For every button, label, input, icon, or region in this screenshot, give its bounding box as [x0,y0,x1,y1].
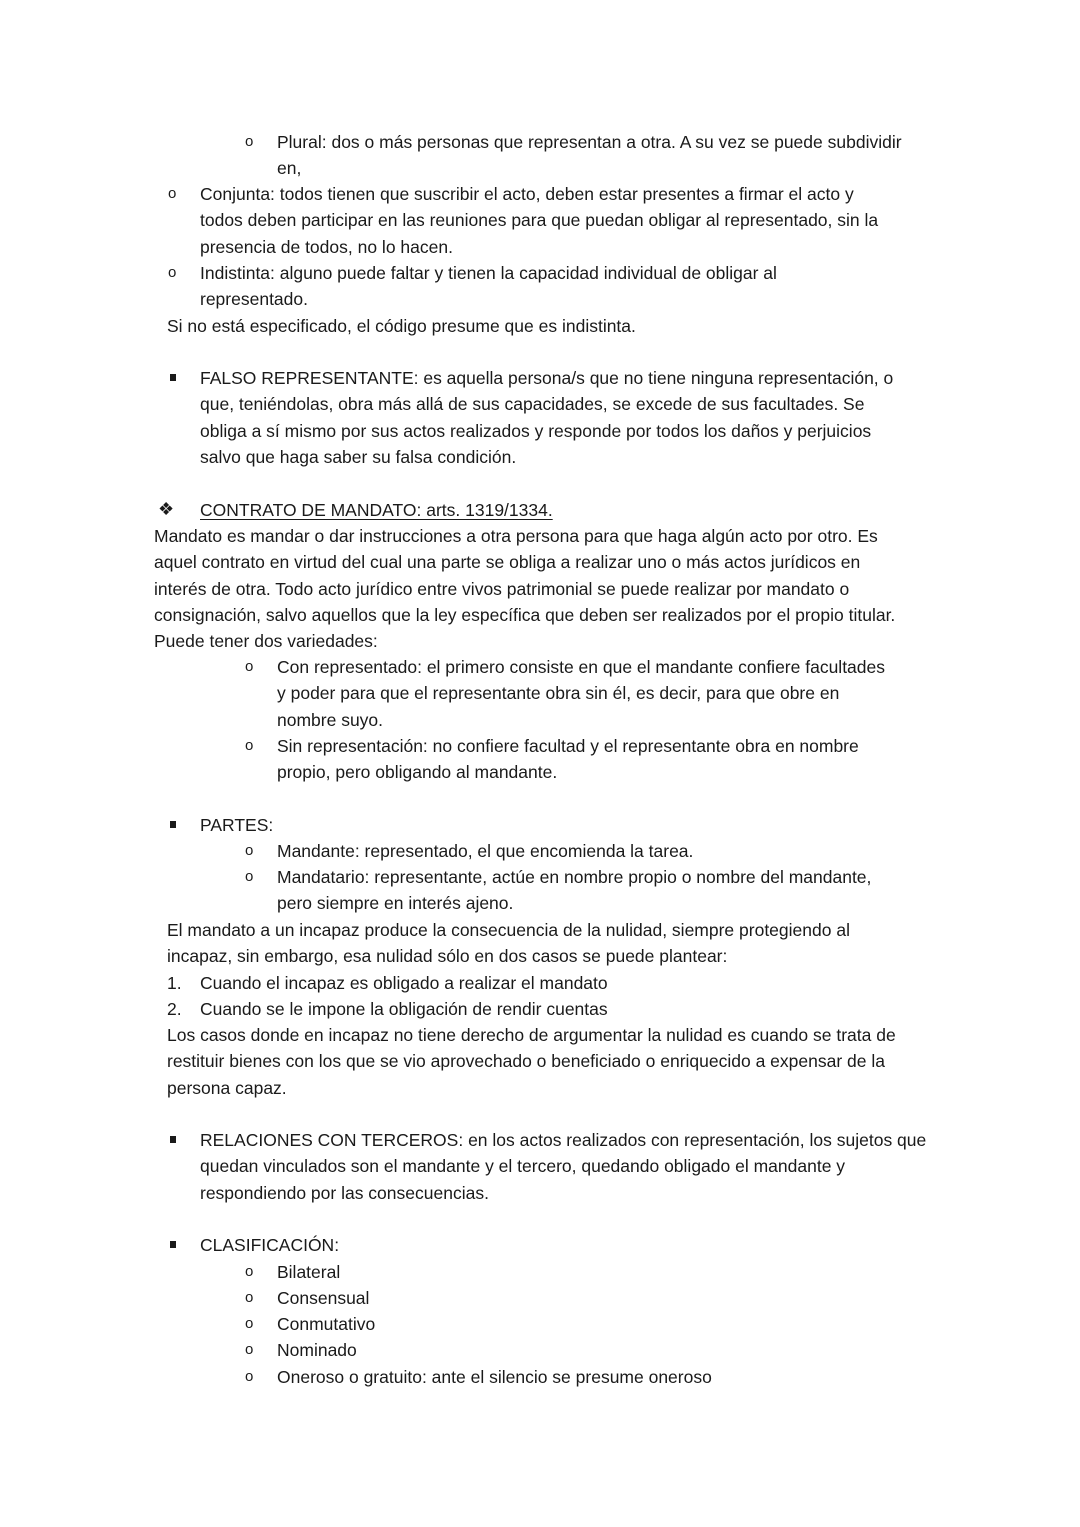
list-number: 2. [167,999,182,1019]
circle-bullet-icon: o [245,133,254,150]
contrato-heading: CONTRATO DE MANDATO: arts. 1319/1334. [200,500,553,520]
mandato-paragraph: Mandato es mandar o dar instrucciones a otra persona para que haga algún acto por otro. Es aquel contrato en virtud del cual una parte se obliga a realizar uno o más actos jurídicos en interés de otra. Todo acto jurídico entre vivos patrimonial se puede realizar por mandato o consignación, salvo aquellos que la ley específica que deben ser realizados por el propio titular. Puede tener dos variedades: [154,526,896,652]
square-bullet-icon [170,1241,176,1248]
clasificacion-item: Conmutativo [277,1314,376,1334]
circle-bullet-icon: o [168,185,177,202]
square-bullet-icon [170,1136,176,1143]
diamond-bullet-icon: ❖ [158,499,175,519]
clasificacion-item: Oneroso o gratuito: ante el silencio se presume oneroso [277,1367,712,1387]
relaciones-item: RELACIONES CON TERCEROS: en los actos realizados con representación, los sujetos que quedan vinculados son el mandante y el tercero, quedando obligado el mandante y respondiendo por las consecuencias. [200,1130,927,1203]
con-representado-item: Con representado: el primero consiste en que el mandante confiere facultades y poder para que el representante obra sin él, es decir, para que obre en nombre suyo. [277,657,886,730]
circle-bullet-icon: o [245,737,254,754]
numbered-item: Cuando el incapaz es obligado a realizar el mandato [200,973,608,993]
mandante-item: Mandante: representado, el que encomienda la tarea. [277,841,694,861]
circle-bullet-icon: o [245,1263,254,1280]
presume-note: Si no está especificado, el código presume que es indistinta. [167,316,636,336]
sin-representacion-item: Sin representación: no confiere facultad y el representante obra en nombre propio, pero obligando al mandante. [277,736,859,783]
circle-bullet-icon: o [245,1315,254,1332]
circle-bullet-icon: o [245,1289,254,1306]
square-bullet-icon [170,821,176,828]
incapaz-paragraph: El mandato a un incapaz produce la consecuencia de la nulidad, siempre protegiendo al incapaz, sin embargo, esa nulidad sólo en dos casos se puede plantear: [167,920,850,967]
clasificacion-item: Nominado [277,1340,357,1360]
square-bullet-icon [170,374,176,381]
conjunta-item: Conjunta: todos tienen que suscribir el acto, deben estar presentes a firmar el acto y todos deben participar en las reuniones para que puedan obligar al representado, sin la presencia de todos, no lo hacen. [200,184,879,257]
circle-bullet-icon: o [245,1341,254,1358]
clasificacion-heading: CLASIFICACIÓN: [200,1235,340,1255]
mandatario-item: Mandatario: representante, actúe en nombre propio o nombre del mandante, pero siempre en interés ajeno. [277,867,872,914]
plural-item: Plural: dos o más personas que representan a otra. A su vez se puede subdividir en, [277,132,902,179]
falso-representante-item: FALSO REPRESENTANTE: es aquella persona/s que no tiene ninguna representación, o que, teniéndolas, obra más allá de sus capacidades, se excede de sus facultades. Se obliga a sí mismo por sus actos realizados y responde por todos los daños y perjuicios salvo que haga saber su falsa condición. [200,368,894,467]
circle-bullet-icon: o [245,842,254,859]
indistinta-item: Indistinta: alguno puede faltar y tienen la capacidad individual de obligar al representado. [200,263,777,310]
circle-bullet-icon: o [168,264,177,281]
clasificacion-item: Bilateral [277,1262,341,1282]
circle-bullet-icon: o [245,1368,254,1385]
list-number: 1. [167,973,182,993]
numbered-item: Cuando se le impone la obligación de rendir cuentas [200,999,608,1019]
circle-bullet-icon: o [245,868,254,885]
circle-bullet-icon: o [245,658,254,675]
clasificacion-item: Consensual [277,1288,370,1308]
partes-heading: PARTES: [200,815,274,835]
casos-paragraph: Los casos donde en incapaz no tiene derecho de argumentar la nulidad es cuando se trata de restituir bienes con los que se vio aprovechado o beneficiado o enriquecido a expensar de la persona capaz. [167,1025,896,1098]
